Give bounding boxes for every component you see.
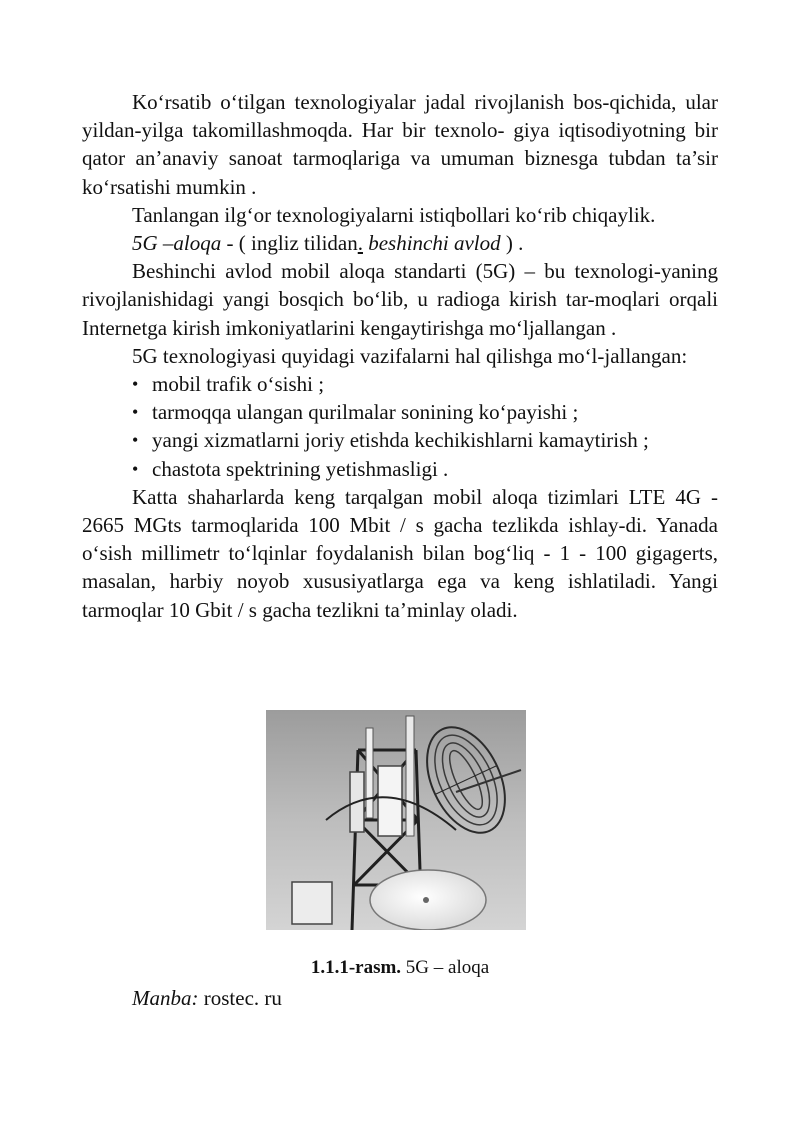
definition-text: - ( ingliz tilidan [221, 231, 358, 256]
paragraph-5g-definition [82, 229, 718, 257]
list-item [132, 455, 718, 483]
caption-label: 1.1.1-rasm. [310, 957, 402, 978]
source-line [132, 984, 282, 1012]
paragraph-overview: Tanlangan ilg‘or texnologiyalarni istiqbollari ko‘rib chiqaylik. [132, 202, 656, 227]
list-item-text: tarmoqqa ulangan qurilmalar sonining ko‘payishi ; [152, 400, 579, 425]
paragraph-5g-tasks: 5G texnologiyasi quyidagi vazifalarni hal qilishga mo‘l-jallangan: [132, 343, 688, 368]
list-item [132, 370, 718, 398]
list-item [132, 398, 718, 426]
bullet-icon: • [132, 402, 139, 423]
definition-closing: ) . [500, 231, 524, 256]
document-body [82, 88, 718, 624]
term-translation: beshinchi avlod [362, 231, 501, 256]
underlined-period: . [357, 231, 363, 256]
bullet-icon: • [132, 458, 139, 479]
list-item-text: chastota spektrining yetishmasligi . [152, 456, 449, 481]
list-item-text: mobil trafik o‘sishi ; [152, 372, 325, 397]
paragraph-lte-speeds: Katta shaharlarda keng tarqalgan mobil aloqa tizimlari LTE 4G - 2665 MGts tarmoqlarida 100 Mbit / s gacha tezlikda ishlay-di. Yanada o‘sish millimetr to‘lqinlar foydalanish bilan bog‘liq - 1 - 100 gigagerts, masalan, harbiy noyob xususiyatlarga ega va keng ishlatiladi. Yangi tarmoqlar 10 Gbit / s gacha tezlikni ta’minlay oladi. [82, 484, 718, 622]
source-value: rostec. ru [198, 986, 282, 1010]
paragraph-5g-standard: Beshinchi avlod mobil aloqa standarti (5G) – bu texnologi-yaning rivojlanishidagi yangi bosqich bo‘lib, u radioga kirish tar-moqlari orqali Internetga kirish imkoniyatlarini kengaytirishga mo‘ljallangan . [82, 259, 718, 340]
bullet-icon: • [132, 374, 139, 395]
figure-5g-tower-photo [266, 710, 526, 930]
list-item-text: yangi xizmatlarni joriy etishda kechikishlarni kamaytirish ; [152, 428, 649, 453]
term-5g: 5G –aloqa [132, 231, 222, 256]
paragraph-intro: Ko‘rsatib o‘tilgan texnologiyalar jadal rivojlanish bos-qichida, ular yildan-yilga takomillashmoqda. Har bir texnolo- giya iqtisodiyotning bir qator an’anaviy sanoat tarmoqlariga va umuman biznesga tubdan ta’sir ko‘rsatishi mumkin . [82, 90, 718, 199]
figure-caption [0, 956, 800, 980]
bullet-icon: • [132, 430, 139, 451]
caption-text: 5G – aloqa [401, 957, 490, 978]
source-label: Manba: [132, 986, 199, 1010]
task-list [82, 370, 718, 483]
list-item [132, 426, 718, 454]
tower-illustration [266, 710, 526, 930]
